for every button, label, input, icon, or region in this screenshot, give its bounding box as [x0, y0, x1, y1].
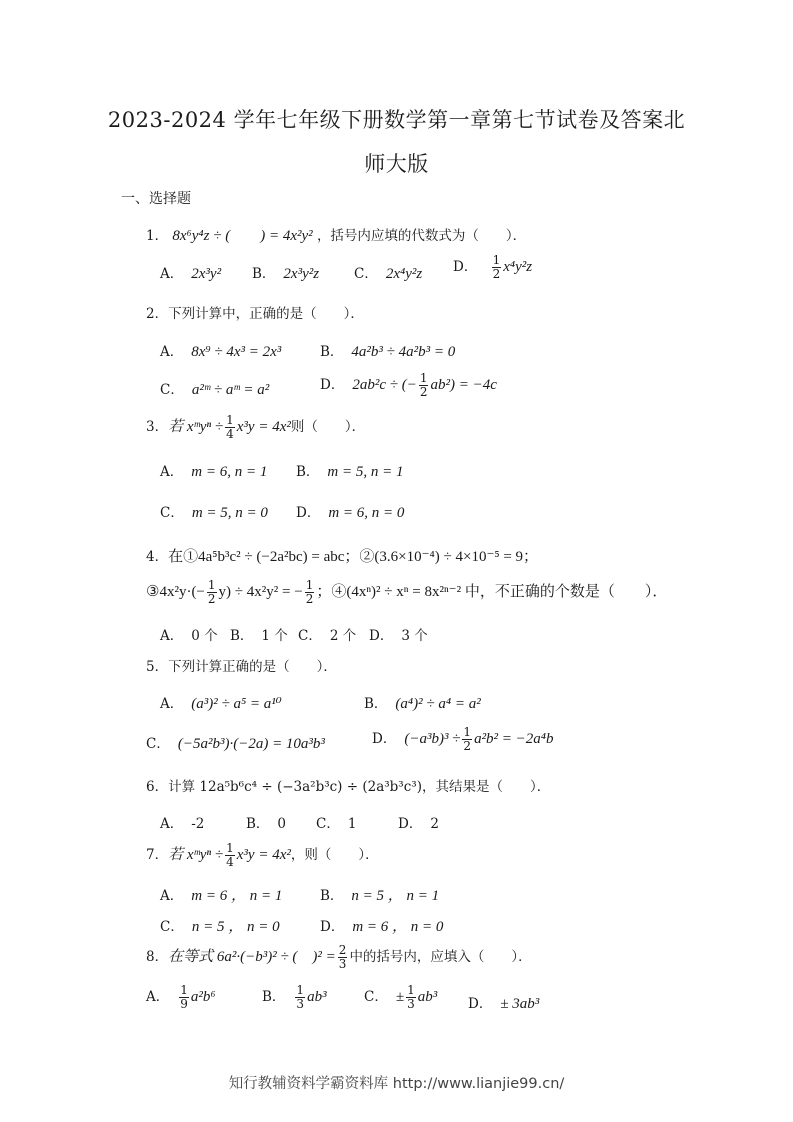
question-3-option-c[interactable]: C． m = 5, n = 0	[160, 505, 268, 521]
question-4-option-c[interactable]: C． 2 个	[298, 628, 357, 644]
question-8-option-a[interactable]: A． $\frac{1}{9}$ a²b⁶	[146, 983, 216, 1011]
question-4-option-b[interactable]: B． 1 个	[230, 628, 288, 644]
question-3-stem: 3．若 xᵐyⁿ ÷ $\frac{1}{4}$ x³y = 4x²则（ ）．	[146, 413, 366, 441]
question-2-option-d[interactable]: D． 2ab²c ÷ (− $\frac{1}{2}$ ab²) = −4c	[320, 371, 497, 399]
question-2-option-a[interactable]: A． 8x⁹ ÷ 4x³ = 2x³	[160, 344, 282, 360]
question-4-stem-line1: 4．在①4a⁵b³c² ÷ (−2a²bc) = abc；②(3.6×10⁻⁴) ÷ 4×10⁻⁵ = 9；	[146, 549, 539, 565]
fraction: $\frac{1}{2}$	[419, 371, 428, 399]
question-8-option-b[interactable]: B． $\frac{1}{3}$ ab³	[262, 983, 327, 1011]
question-8-option-c[interactable]: C． ± $\frac{1}{3}$ ab³	[364, 983, 438, 1011]
question-7-option-b[interactable]: B． n = 5 ， n = 1	[320, 888, 440, 904]
question-5-stem: 5．下列计算正确的是（ ）．	[146, 659, 337, 675]
question-6-option-a[interactable]: A． -2	[160, 816, 205, 832]
question-7-option-a[interactable]: A． m = 6 ， n = 1	[160, 888, 283, 904]
question-8-option-d[interactable]: D． ± 3ab³	[468, 996, 540, 1012]
question-1-option-a[interactable]: A． 2x³y²	[160, 266, 222, 282]
fraction: $\frac{1}{2}$	[305, 578, 314, 606]
fraction: $\frac{1}{2}$	[492, 253, 501, 281]
fraction: $\frac{1}{4}$	[226, 841, 234, 869]
page-title-line1: 2023-2024 学年七年级下册数学第一章第七节试卷及答案北	[107, 108, 686, 132]
fraction: $\frac{1}{2}$	[207, 578, 216, 606]
question-3-option-a[interactable]: A． m = 6, n = 1	[160, 464, 268, 480]
fraction: $\frac{1}{2}$	[463, 725, 472, 753]
question-6-option-b[interactable]: B． 0	[246, 816, 287, 832]
question-7-option-d[interactable]: D． m = 6 ， n = 0	[320, 919, 444, 935]
question-6-option-c[interactable]: C． 1	[316, 816, 357, 832]
footer-watermark: 知行教辅资料学霸资料库 http://www.lianjie99.cn/	[228, 1076, 565, 1092]
question-7-stem: 7．若 xᵐyⁿ ÷ $\frac{1}{4}$ x³y = 4x²，则（ ）．	[146, 841, 379, 869]
fraction: $\frac{2}{3}$	[338, 943, 347, 971]
question-8-stem: 8．在等式 6a²·(−b³)² ÷ ( )² = $\frac{2}{3}$ 中的括号内，应填入（ ）．	[146, 943, 532, 971]
question-4-stem-line2: ③4x²y·(− $\frac{1}{2}$ y) ÷ 4x²y² = − $\frac{1}{2}$ ；④(4xⁿ)² ÷ xⁿ = 8x²ⁿ⁻² 中，不正确的个数是（ ）．	[146, 578, 668, 606]
question-3-option-d[interactable]: D． m = 6, n = 0	[296, 505, 405, 521]
question-2-stem: 2．下列计算中，正确的是（ ）．	[146, 306, 364, 322]
question-5-option-d[interactable]: D． (−a³b)³ ÷ $\frac{1}{2}$ a²b² = −2a⁴b	[372, 725, 554, 753]
page-title-line2: 师大版	[364, 152, 429, 176]
question-5-option-b[interactable]: B． (a⁴)² ÷ a⁴ = a²	[364, 696, 481, 712]
question-1-stem: 1． 8x⁶y⁴z ÷ ( ) = 4x²y² ，括号内应填的代数式为（ ）．	[146, 228, 527, 244]
question-3-option-b[interactable]: B． m = 5, n = 1	[296, 464, 404, 480]
question-4-option-a[interactable]: A． 0 个	[160, 628, 218, 644]
question-1-option-c[interactable]: C． 2x⁴y²z	[354, 266, 423, 282]
question-2-option-b[interactable]: B． 4a²b³ ÷ 4a²b³ = 0	[320, 344, 456, 360]
fraction: $\frac{1}{4}$	[226, 413, 234, 441]
fraction: $\frac{1}{3}$	[296, 983, 305, 1011]
fraction: $\frac{1}{3}$	[407, 983, 415, 1011]
question-2-option-c[interactable]: C． a²ᵐ ÷ aᵐ = a²	[160, 382, 270, 398]
fraction: $\frac{1}{9}$	[180, 983, 188, 1011]
question-6-stem: 6．计算 12a⁵b⁶c⁴ ÷ (−3a²b³c) ÷ (2a³b³c³)，其结果是（ ）．	[146, 779, 551, 795]
question-7-option-c[interactable]: C． n = 5 ， n = 0	[160, 919, 280, 935]
question-6-option-d[interactable]: D． 2	[398, 816, 439, 832]
question-5-option-c[interactable]: C． (−5a²b³)·(−2a) = 10a³b³	[146, 736, 325, 752]
section-heading: 一、选择题	[121, 191, 191, 207]
question-4-option-d[interactable]: D． 3 个	[369, 628, 428, 644]
question-5-option-a[interactable]: A． (a³)² ÷ a⁵ = a¹⁰	[160, 696, 282, 712]
question-1-option-d[interactable]: D． $\frac{1}{2}$ x⁴y²z	[453, 253, 533, 281]
question-1-option-b[interactable]: B． 2x³y²z	[252, 266, 320, 282]
